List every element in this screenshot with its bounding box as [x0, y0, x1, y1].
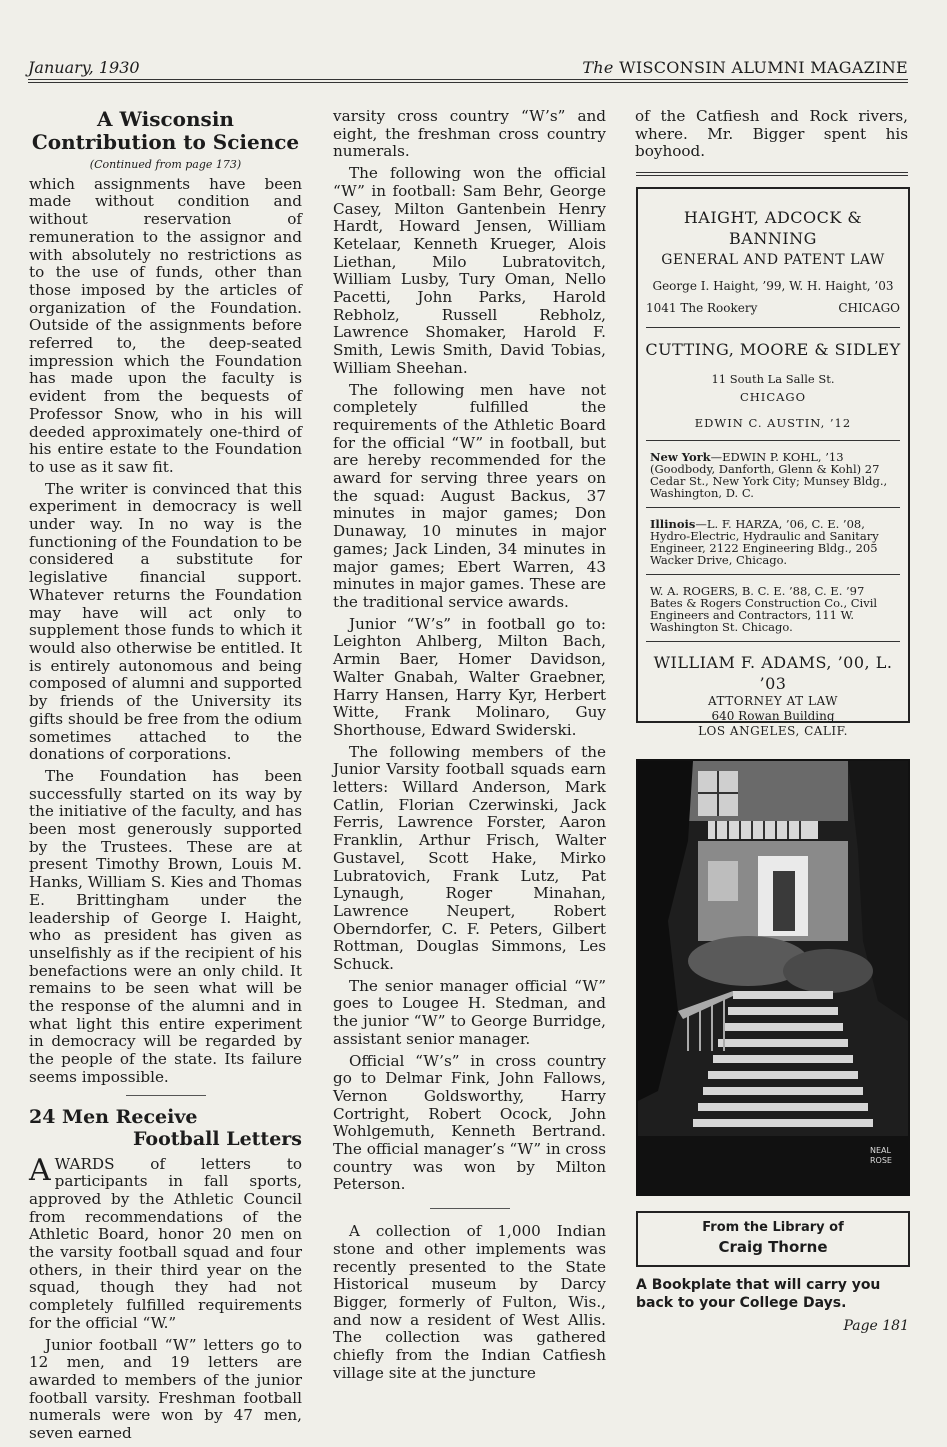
ad-kohl-lead: New York [650, 450, 711, 464]
bookplate-label [636, 1211, 910, 1267]
article2-paragraph-1 [29, 1152, 302, 1333]
article3-paragraph: A collection of 1,000 Indian stone and other implements was recently presented to the State Historical museum by Darcy Bigger, formerly of Fulton, Wis., and now a resident of West Allis. The collection was gathered chiefly from the Indian Catfiesh village site at the juncture [333, 1222, 606, 1382]
directory-rule-1 [636, 172, 908, 173]
ad-adams-city: LOS ANGELES, CALIF. [698, 724, 848, 738]
issue-date: January, 1930 [28, 58, 140, 77]
ad-haight-address: 1041 The Rookery [646, 301, 758, 315]
article2-col2-paragraph-6: The senior manager official “W” goes to Lougee H. Stedman, and the junior “W” to George Burridge, assistant senior manager. [333, 976, 606, 1048]
article-title-football-line1: 24 Men Receive [29, 1105, 198, 1128]
ad-haight-people: George I. Haight, ’99, W. H. Haight, ’03 [652, 279, 894, 293]
continued-note: (Continued from page 173) [89, 158, 242, 171]
ad-harza-lead: Illinois [650, 517, 696, 531]
ad-rogers: W. A. ROGERS, B. C. E. ’88, C. E. ’97 Bates & Rogers Construction Co., Civil Engineers and Contractors, 111 W. Washington St. Chicago. [650, 584, 878, 634]
illustration-drawing [638, 761, 908, 1194]
article2-paragraph-2: Junior football “W” letters go to 12 men, and 19 letters are awarded to members of the junior football varsity. Freshman football numerals were won by 47 men, seven earned [29, 1335, 302, 1443]
directory-rule-2 [636, 175, 908, 176]
ad-adams [638, 652, 908, 739]
article-title-football-line2: Football Letters [132, 1127, 302, 1150]
column-2 [333, 108, 606, 1387]
article2-col2-paragraph-2: The following won the official “W” in football: Sam Behr, George Casey, Milton Gantenbein Henry Hardt, Howard Jensen, William Ketelaar, Kenneth Krueger, Alois Liethan, Milo Lubratovitch, William Lusby, Tury Oman, Nello Pacetti, John Parks, Harold Rebholz, Russell Rebholz, Lawrence Shomaker, Harold F. Smith, Lewis Smith, David Tobias, William Sheehan. [333, 164, 606, 377]
column-3 [635, 108, 908, 165]
ad-haight-name1: HAIGHT, ADCOCK & [683, 208, 863, 227]
ad-kohl-text: —EDWIN P. KOHL, ’13 (Goodbody, Danforth, Glenn & Kohl) 27 Cedar St., New York City; Munsey Bldg., Washington, D. C. [650, 450, 888, 500]
header-rule-1 [28, 79, 908, 80]
drop-cap: A [29, 1152, 51, 1188]
article2-col2-paragraph-4: Junior “W’s” in football go to: Leighton Ahlberg, Milton Bach, Armin Baer, Homer Davidson, Walter Gnabah, Walter Graebner, Harry Hansen, Harry Kyr, Herbert Witte, Frank Molinaro, Guy Shorthouse, Edward Swiderski. [333, 614, 606, 739]
ad-adams-address: 640 Rowan Building [711, 709, 835, 723]
artist-signature-line2: ROSE [870, 1156, 892, 1165]
professional-directory [636, 187, 910, 738]
article2-paragraph-1-text: WARDS of letters to participants in fall sports, approved by the Athletic Council from recommendations of the Athletic Board, honor 20 men on the varsity football squad and four others, in their third year on the squad, though they had not completely fulfilled requirements for the official “W.” [29, 1154, 302, 1332]
magazine-title-name: WISCONSIN ALUMNI MAGAZINE [619, 58, 908, 77]
bookplate-illustration [636, 759, 910, 1196]
ad-haight [638, 207, 908, 316]
article2-col2-paragraph-7: Official “W’s” in cross country go to Delmar Fink, John Fallows, Vernon Goldsworthy, Harry Cortright, Robert Ocock, John Wohlgemuth, Kenneth Bertrand. The official manager’s “W” in cross country was won by Milton Peterson. [333, 1051, 606, 1194]
header-rule-2 [28, 82, 908, 83]
article2-col2-paragraph-1: varsity cross country “W’s” and eight, the freshman cross country numerals. [333, 107, 606, 161]
ad-divider-1 [646, 327, 900, 328]
ad-adams-name: WILLIAM F. ADAMS, ’00, L. ’03 [653, 653, 893, 693]
ad-haight-address-line [638, 301, 908, 316]
bookplate-caption: A Bookplate that will carry you back to your College Days. [636, 1277, 881, 1311]
ad-haight-name2: BANNING [729, 229, 817, 248]
ad-harza [638, 518, 908, 566]
page-number: Page 181 [843, 1318, 909, 1334]
ad-cutting-city: CHICAGO [739, 390, 807, 404]
article2-col2-paragraph-5: The following members of the Junior Varsity football squads earn letters: Willard Anderson, Mark Catlin, Florian Czerwinski, Jack Ferris, Lawrence Forster, Aaron Franklin, Arthur Frisch, Walter Gustavel, Scott Hake, Mirko Lubratovich, Frank Lutz, Pat Lynaugh, Roger Minahan, Lawrence Neupert, Robert Oberndorfer, C. F. Peters, Gilbert Rottman, Douglas Simmons, Les Schuck. [333, 742, 606, 974]
ad-divider-3 [646, 507, 900, 508]
article3-continuation: of the Catfiesh and Rock rivers, where. Mr. Bigger spent his boyhood. [635, 107, 908, 161]
section-divider [126, 1095, 206, 1096]
artist-signature-line1: NEAL [870, 1146, 891, 1155]
ad-cutting-address: 11 South La Salle St. [711, 372, 835, 386]
bookplate-line2: Craig Thorne [718, 1238, 828, 1256]
ad-haight-city: CHICAGO [838, 301, 900, 315]
ad-harza-text: —L. F. HARZA, ’06, C. E. ’08, Hydro-Electric, Hydraulic and Sanitary Engineer, 2122 Engineering Bldg., 205 Wacker Drive, Chicago. [650, 517, 879, 567]
magazine-title [582, 58, 908, 77]
ad-divider-5 [646, 641, 900, 642]
article1-paragraph-2: The writer is convinced that this experiment in democracy is well under way. In no way is the functioning of the Foundation to be considered a substitute for legislative financial support. Whatever returns the Foundation may have will act only to supplement those funds to which it would also otherwise be entitled. It is entirely autonomous and being composed of alumni and supported by friends of the University its gifts should be free from the odium sometimes attached to the donations of corporations. [29, 479, 302, 764]
section-divider-2 [430, 1208, 510, 1209]
article-title-contribution: A Wisconsin Contribution to Science [31, 107, 300, 154]
ad-haight-practice: GENERAL AND PATENT LAW [661, 252, 885, 268]
ad-divider-4 [646, 574, 900, 575]
magazine-title-the: The [582, 58, 614, 77]
ad-cutting [638, 339, 908, 431]
ad-cutting-name: CUTTING, MOORE & SIDLEY [645, 340, 901, 359]
bookplate-line1: From the Library of [702, 1220, 844, 1235]
column-1 [29, 108, 302, 1447]
article2-col2-paragraph-3: The following men have not completely fulfilled the requirements of the Athletic Board for the official “W” in football, but are hereby recommended for the award for serving three years on the squad: August Backus, 37 minutes in major games; Don Dunaway, 10 minutes in major games; Jack Linden, 34 minutes in major games; Ebert Warren, 43 minutes in major games. These are the traditional service awards. [333, 380, 606, 611]
ad-cutting-person: EDWIN C. AUSTIN, ’12 [694, 416, 852, 430]
article1-paragraph-1: which assignments have been made without condition and without reservation of remuneration to the assignor and with absolutely no restrictions as to the use of funds, other than those imposed by the articles of organization of the Foundation. Outside of the assignments before referred to, the deep-seated impression which the Foundation has made upon the faculty is evident from the bequests of Professor Snow, who in his will deeded approximately one-third of his entire estate to the Foundation to use as it saw fit. [29, 174, 302, 476]
ad-adams-title: ATTORNEY AT LAW [708, 694, 838, 708]
ad-kohl [638, 451, 908, 499]
article1-paragraph-3: The Foundation has been successfully started on its way by the initiative of the faculty, and has been most generously supported by the Trustees. These are at present Timothy Brown, Louis M. Hanks, William S. Kies and Thomas E. Brittingham under the leadership of George I. Haight, who as president has given as unselfishly as if the recipient of his benefactions were an only child. It remains to be seen what will be the response of the alumni and in what light this entire experiment in democracy will be regarded by the people of the state. Its failure seems impossible. [29, 766, 302, 1086]
ad-divider-2 [646, 440, 900, 441]
